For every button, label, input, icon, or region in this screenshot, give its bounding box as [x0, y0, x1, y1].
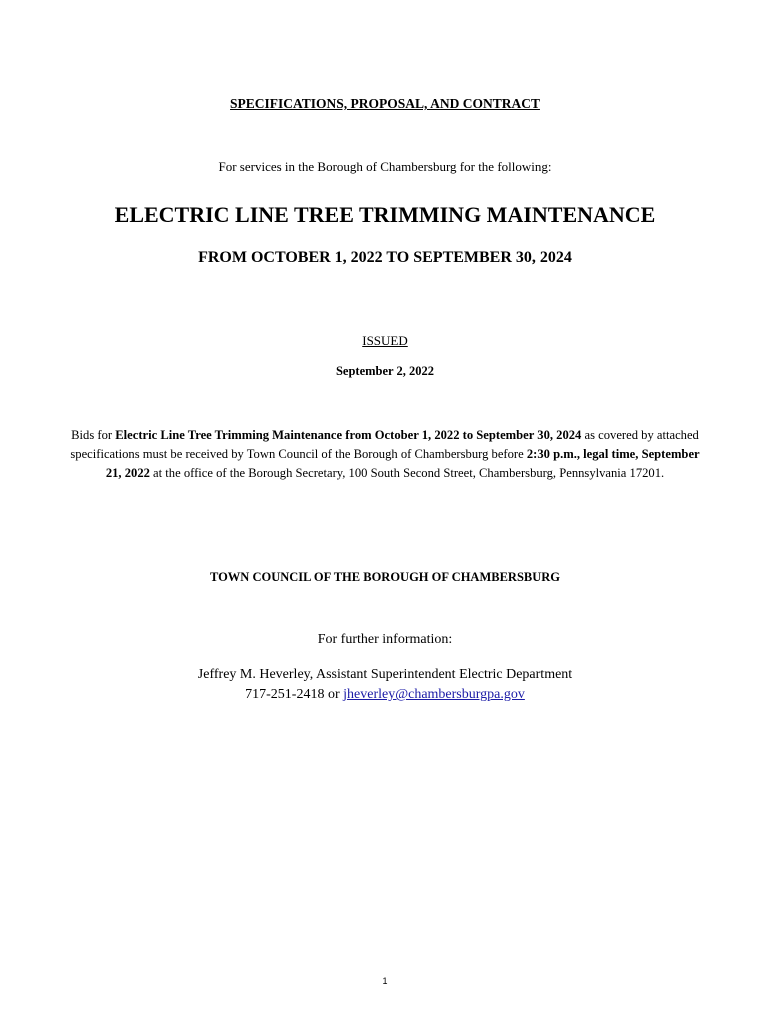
contact-line: [0, 687, 770, 703]
bid-notice-text-2: as covered by attached specifications must be received by Town Council of the Borough of Chambersburg before: [70, 428, 699, 461]
contact-email-link[interactable]: jheverley@chambersburgpa.gov: [343, 687, 525, 702]
council-name: TOWN COUNCIL OF THE BOROUGH OF CHAMBERSBURG: [209, 570, 561, 584]
issued-date: September 2, 2022: [335, 364, 435, 378]
bid-notice-text-1: Bids for: [71, 428, 116, 442]
bid-notice: [70, 426, 700, 483]
contract-period: FROM OCTOBER 1, 2022 TO SEPTEMBER 30, 2024: [198, 249, 572, 266]
page-number: 1: [382, 976, 388, 986]
document-header: SPECIFICATIONS, PROPOSAL, AND CONTRACT: [230, 96, 540, 111]
bid-notice-bold-1: Electric Line Tree Trimming Maintenance from October 1, 2022 to September 30, 2024: [115, 428, 582, 442]
document-title: ELECTRIC LINE TREE TRIMMING MAINTENANCE: [114, 202, 656, 227]
intro-text: For services in the Borough of Chambersburg for the following:: [218, 159, 552, 174]
bid-notice-text-3: at the office of the Borough Secretary, 100 South Second Street, Chambersburg, Pennsylvania 17201.: [149, 466, 665, 480]
further-info-heading: For further information:: [317, 632, 453, 647]
issued-label: ISSUED: [362, 333, 408, 348]
bid-notice-bold-2: 2:30 p.m., legal time, September 21, 2022: [105, 447, 700, 480]
contact-phone: 717-251-2418 or: [245, 687, 344, 702]
contact-name: Jeffrey M. Heverley, Assistant Superintendent Electric Department: [197, 667, 573, 682]
